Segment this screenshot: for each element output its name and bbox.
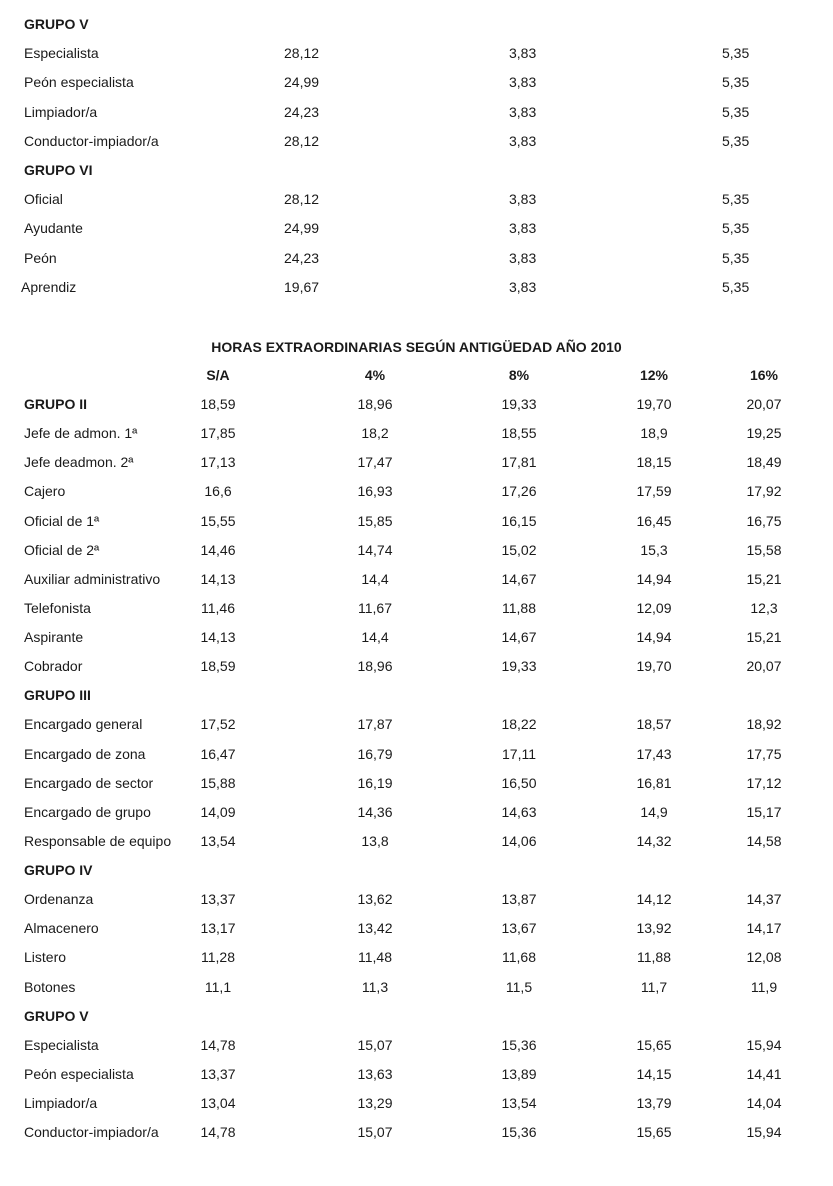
value-cell: 14,46 [200, 541, 236, 558]
table-row [0, 569, 833, 589]
value-cell: 17,59 [636, 483, 672, 500]
group-label: GRUPO III [24, 687, 91, 704]
value-cell: 17,52 [200, 716, 236, 733]
value-cell: 11,9 [750, 978, 778, 995]
row-label: Peón [24, 249, 57, 266]
value-cell: 20,07 [746, 396, 782, 412]
value-cell: 3,83 [509, 249, 537, 266]
value-cell: 17,75 [746, 745, 782, 762]
table-row [0, 889, 833, 909]
value-cell: 13,17 [200, 920, 236, 937]
value-cell: 13,87 [501, 891, 537, 908]
value-cell: 15,21 [746, 570, 782, 587]
value-cell: 17,92 [746, 483, 782, 500]
row-label: Especialista [24, 1036, 99, 1053]
value-cell: 17,26 [501, 483, 537, 500]
value-cell: 24,23 [284, 103, 320, 120]
value-cell: 15,36 [501, 1124, 537, 1141]
value-cell: 16,19 [357, 774, 393, 791]
row-label: Responsable de equipo [24, 832, 172, 849]
value-cell: 14,74 [357, 541, 393, 558]
value-cell: 18,49 [746, 454, 782, 471]
value-cell: 14,63 [501, 803, 537, 820]
value-cell: 17,11 [502, 745, 536, 762]
value-cell: 13,04 [200, 1095, 236, 1112]
value-cell: 11,5 [505, 978, 533, 995]
value-cell: 5,35 [722, 74, 750, 91]
table-row [0, 72, 833, 92]
value-cell: 15,85 [357, 512, 393, 529]
group-header-row [0, 860, 833, 880]
header-4pct: 4% [364, 367, 386, 383]
group-header-row [0, 394, 833, 414]
value-cell: 14,41 [746, 1065, 782, 1082]
value-cell: 15,58 [746, 541, 782, 558]
value-cell: 17,43 [636, 745, 672, 762]
value-cell: 15,02 [501, 541, 537, 558]
table-row [0, 1064, 833, 1084]
table-row [0, 714, 833, 734]
value-cell: 16,50 [501, 774, 537, 791]
value-cell: 11,3 [361, 978, 389, 995]
row-label: Botones [24, 978, 76, 995]
value-cell: 12,09 [636, 599, 672, 616]
group-label: GRUPO VI [24, 162, 93, 178]
value-cell: 15,55 [200, 512, 236, 529]
value-cell: 15,3 [640, 541, 668, 558]
row-label: Encargado de sector [24, 774, 154, 791]
value-cell: 11,1 [204, 978, 232, 995]
value-cell: 14,37 [746, 891, 782, 908]
row-label: Auxiliar administrativo [24, 570, 161, 587]
value-cell: 18,55 [501, 425, 537, 442]
header-16pct: 16% [749, 367, 779, 383]
value-cell: 18,9 [640, 425, 668, 442]
table-row [0, 131, 833, 151]
value-cell: 14,9 [640, 803, 668, 820]
value-cell: 19,67 [284, 278, 320, 295]
row-label: Cobrador [24, 658, 83, 675]
row-label: Oficial de 1ª [24, 512, 100, 529]
table-row [0, 947, 833, 967]
value-cell: 16,93 [357, 483, 393, 500]
row-label: Encargado de zona [24, 745, 146, 762]
value-cell: 13,79 [636, 1095, 672, 1112]
row-label: Telefonista [24, 599, 91, 616]
value-cell: 11,28 [201, 949, 235, 966]
group-header-row [0, 685, 833, 705]
value-cell: 16,81 [636, 774, 672, 791]
value-cell: 17,12 [746, 774, 782, 791]
value-cell: 11,7 [640, 978, 668, 995]
value-cell: 17,81 [501, 454, 537, 471]
row-label: Encargado general [24, 716, 143, 733]
header-12pct: 12% [639, 367, 669, 383]
value-cell: 13,54 [200, 832, 236, 849]
header-sa: S/A [206, 367, 230, 383]
value-cell: 18,15 [636, 454, 672, 471]
value-cell: 16,15 [501, 512, 537, 529]
value-cell: 15,21 [746, 629, 782, 646]
value-cell: 24,23 [284, 249, 320, 266]
table-row [0, 43, 833, 63]
row-label: Aprendiz [21, 278, 77, 295]
value-cell: 12,08 [746, 949, 782, 966]
value-cell: 16,45 [636, 512, 672, 529]
row-label: Ordenanza [24, 891, 94, 908]
row-label: Especialista [24, 45, 99, 62]
table-row [0, 189, 833, 209]
table-row [0, 977, 833, 997]
value-cell: 5,35 [722, 220, 750, 237]
value-cell: 16,79 [357, 745, 393, 762]
table-row [0, 831, 833, 851]
row-label: Cajero [24, 483, 66, 500]
table-row [0, 540, 833, 560]
table-row [0, 248, 833, 268]
value-cell: 14,67 [501, 570, 537, 587]
value-cell: 15,94 [746, 1036, 782, 1053]
value-cell: 17,85 [200, 425, 236, 442]
value-cell: 14,04 [746, 1095, 782, 1112]
value-cell: 11,88 [637, 949, 671, 966]
value-cell: 19,25 [746, 425, 782, 442]
value-cell: 14,94 [636, 629, 672, 646]
group-header-row [0, 160, 833, 180]
value-cell: 16,6 [204, 483, 232, 500]
value-cell: 5,35 [722, 191, 750, 208]
value-cell: 18,57 [636, 716, 672, 733]
value-cell: 18,92 [746, 716, 782, 733]
value-cell: 18,96 [357, 396, 393, 412]
value-cell: 15,07 [357, 1036, 393, 1053]
row-label: Peón especialista [24, 1065, 134, 1082]
value-cell: 3,83 [509, 191, 537, 208]
value-cell: 19,33 [501, 658, 537, 675]
value-cell: 13,54 [501, 1095, 537, 1112]
value-cell: 14,78 [200, 1124, 236, 1141]
group-label: GRUPO V [24, 16, 89, 32]
value-cell: 18,59 [200, 658, 236, 675]
value-cell: 14,13 [200, 629, 236, 646]
row-label: Encargado de grupo [24, 803, 151, 820]
row-label: Conductor-impiador/a [24, 132, 159, 149]
row-label: Conductor-impiador/a [24, 1124, 159, 1141]
value-cell: 24,99 [284, 74, 320, 91]
group-label: GRUPO V [24, 1007, 89, 1024]
value-cell: 14,94 [636, 570, 672, 587]
table-row [0, 102, 833, 122]
value-cell: 14,17 [746, 920, 782, 937]
value-cell: 24,99 [284, 220, 320, 237]
value-cell: 14,4 [361, 629, 389, 646]
group-header-row [0, 14, 833, 34]
value-cell: 18,96 [357, 658, 393, 675]
row-label: Oficial [24, 191, 63, 208]
value-cell: 15,36 [501, 1036, 537, 1053]
value-cell: 13,89 [501, 1065, 537, 1082]
row-label: Peón especialista [24, 74, 134, 91]
value-cell: 5,35 [722, 278, 750, 295]
table-row [0, 481, 833, 501]
table-row [0, 918, 833, 938]
value-cell: 28,12 [284, 45, 320, 62]
value-cell: 3,83 [509, 103, 537, 120]
value-cell: 20,07 [746, 658, 782, 675]
row-label: Limpiador/a [24, 103, 98, 120]
value-cell: 13,63 [357, 1065, 393, 1082]
value-cell: 11,88 [502, 599, 536, 616]
table-row [0, 423, 833, 443]
value-cell: 28,12 [284, 132, 320, 149]
value-cell: 15,65 [636, 1124, 672, 1141]
group-label: GRUPO IV [24, 862, 93, 879]
value-cell: 14,15 [636, 1065, 672, 1082]
value-cell: 13,8 [361, 832, 389, 849]
overtime-header-row [0, 365, 833, 385]
overtime-table-title: HORAS EXTRAORDINARIAS SEGÚN ANTIGÜEDAD AÑO 2010 [211, 339, 622, 355]
row-label: Almacenero [24, 920, 99, 937]
table-row [0, 627, 833, 647]
value-cell: 13,37 [200, 1065, 236, 1082]
value-cell: 13,37 [200, 891, 236, 908]
value-cell: 11,46 [201, 599, 235, 616]
value-cell: 5,35 [722, 132, 750, 149]
table-row [0, 802, 833, 822]
value-cell: 14,78 [200, 1036, 236, 1053]
value-cell: 14,06 [501, 832, 537, 849]
value-cell: 15,07 [357, 1124, 393, 1141]
value-cell: 14,4 [361, 570, 389, 587]
value-cell: 14,32 [636, 832, 672, 849]
table-row [0, 744, 833, 764]
value-cell: 3,83 [509, 74, 537, 91]
table-row [0, 1122, 833, 1142]
value-cell: 28,12 [284, 191, 320, 208]
table-row [0, 773, 833, 793]
row-label: Jefe deadmon. 2ª [24, 454, 134, 471]
value-cell: 13,67 [501, 920, 537, 937]
value-cell: 13,29 [357, 1095, 393, 1112]
value-cell: 18,2 [361, 425, 389, 442]
value-cell: 5,35 [722, 45, 750, 62]
row-label: Limpiador/a [24, 1095, 98, 1112]
table-row [0, 1093, 833, 1113]
value-cell: 13,92 [636, 920, 672, 937]
value-cell: 19,33 [501, 396, 537, 412]
value-cell: 14,09 [200, 803, 236, 820]
value-cell: 3,83 [509, 45, 537, 62]
value-cell: 13,62 [357, 891, 393, 908]
value-cell: 13,42 [357, 920, 393, 937]
value-cell: 14,67 [501, 629, 537, 646]
value-cell: 11,68 [502, 949, 536, 966]
value-cell: 14,13 [200, 570, 236, 587]
group-label: GRUPO II [24, 396, 88, 412]
value-cell: 19,70 [636, 658, 672, 675]
value-cell: 18,22 [501, 716, 537, 733]
value-cell: 3,83 [509, 132, 537, 149]
value-cell: 15,88 [200, 774, 236, 791]
row-label: Ayudante [24, 220, 83, 237]
value-cell: 15,17 [746, 803, 782, 820]
header-8pct: 8% [508, 367, 530, 383]
value-cell: 3,83 [509, 278, 537, 295]
value-cell: 15,94 [746, 1124, 782, 1141]
row-label: Jefe de admon. 1ª [24, 425, 138, 442]
table-row [0, 656, 833, 676]
value-cell: 17,87 [357, 716, 393, 733]
value-cell: 19,70 [636, 396, 672, 412]
table-row [0, 277, 833, 297]
value-cell: 5,35 [722, 249, 750, 266]
value-cell: 5,35 [722, 103, 750, 120]
value-cell: 11,48 [358, 949, 392, 966]
value-cell: 12,3 [750, 599, 778, 616]
value-cell: 16,47 [200, 745, 236, 762]
table-row [0, 598, 833, 618]
group-header-row [0, 1006, 833, 1026]
value-cell: 14,36 [357, 803, 393, 820]
value-cell: 14,12 [636, 891, 672, 908]
table-row [0, 452, 833, 472]
table-row [0, 218, 833, 238]
row-label: Aspirante [24, 629, 84, 646]
value-cell: 17,47 [357, 454, 393, 471]
row-label: Listero [24, 949, 67, 966]
value-cell: 17,13 [200, 454, 236, 471]
table-row [0, 511, 833, 531]
value-cell: 15,65 [636, 1036, 672, 1053]
value-cell: 11,67 [358, 599, 392, 616]
row-label: Oficial de 2ª [24, 541, 100, 558]
value-cell: 18,59 [200, 396, 236, 412]
value-cell: 3,83 [509, 220, 537, 237]
table-row [0, 1035, 833, 1055]
value-cell: 14,58 [746, 832, 782, 849]
value-cell: 16,75 [746, 512, 782, 529]
